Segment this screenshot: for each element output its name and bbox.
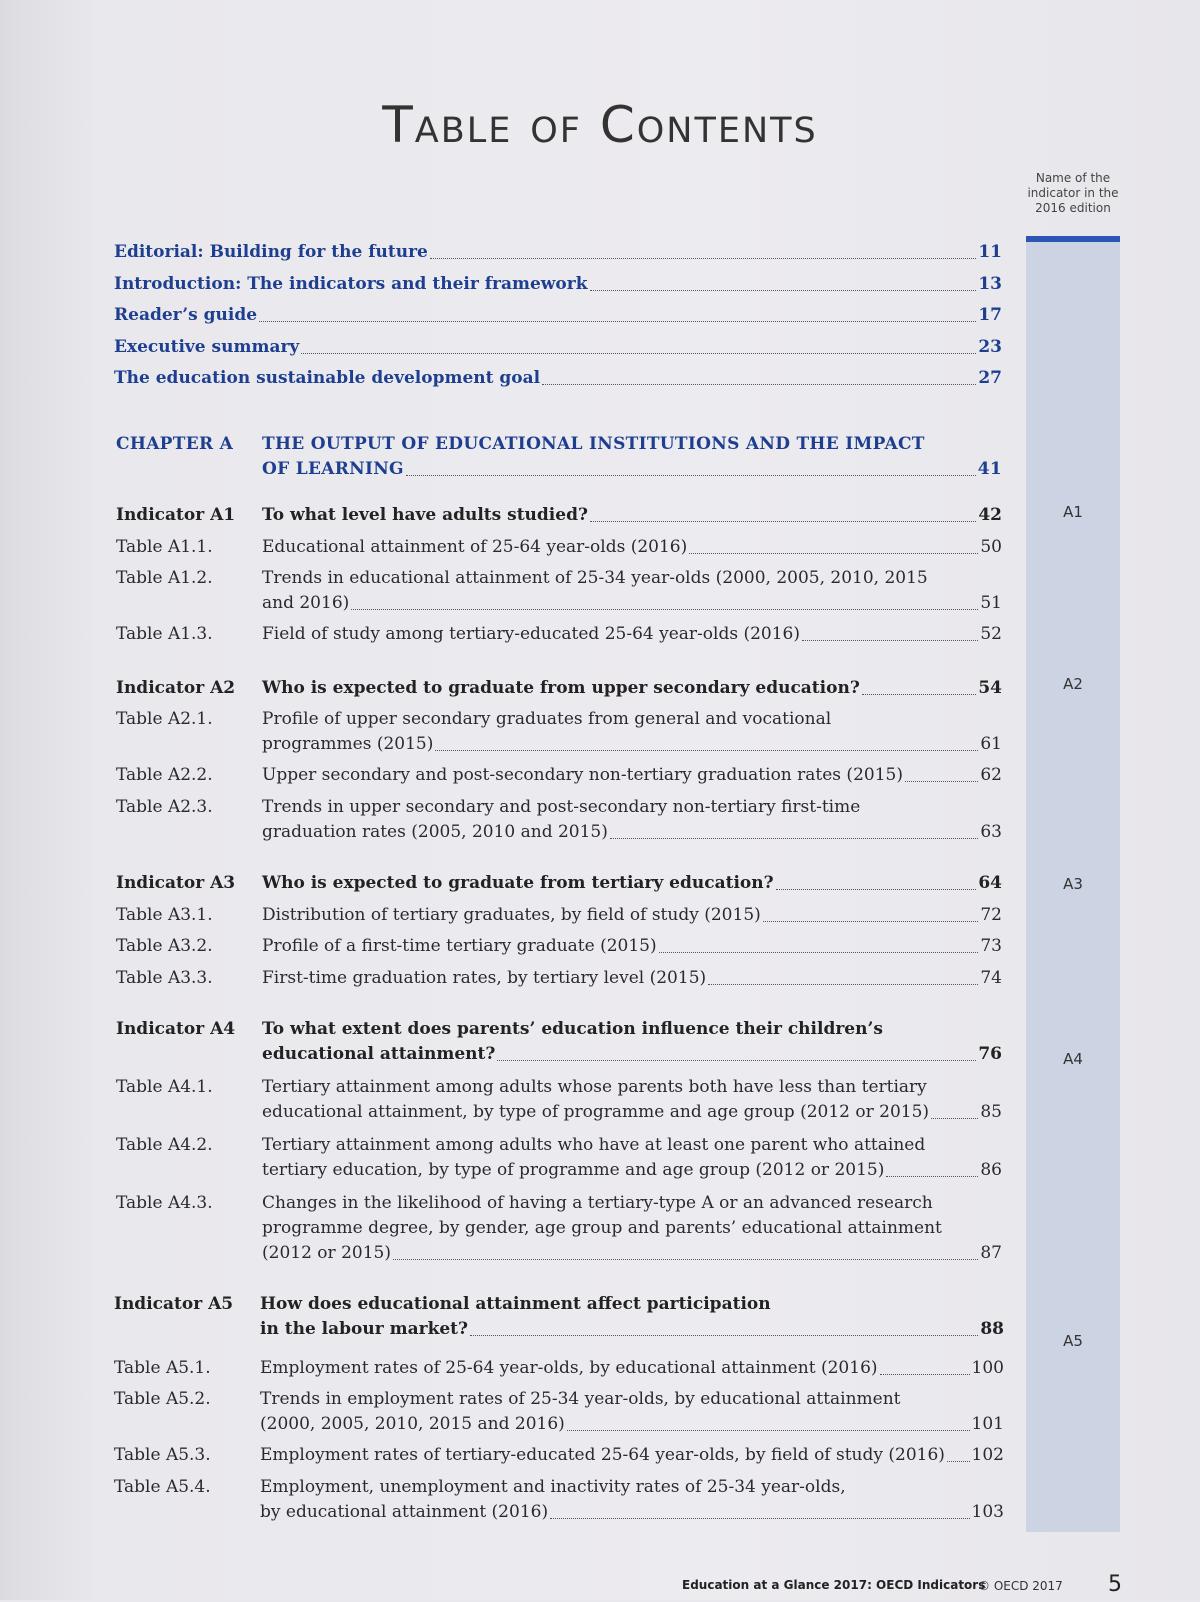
entry-title: The education sustainable development goal bbox=[114, 368, 541, 388]
entry-title: Introduction: The indicators and their framework bbox=[114, 274, 588, 294]
indicator-entry[interactable] bbox=[116, 676, 1002, 701]
page-number: 23 bbox=[978, 337, 1002, 357]
entry-title-line: Educational attainment of 25-64 year-olds (2016) bbox=[262, 537, 688, 557]
side-column-rule bbox=[1026, 236, 1120, 242]
footer-copyright: © OECD 2017 bbox=[978, 1579, 1063, 1593]
side-column-header: Name of the indicator in the 2016 edition bbox=[1027, 171, 1119, 215]
page-number: 103 bbox=[971, 1502, 1004, 1522]
entry-label: Table A2.2. bbox=[116, 765, 213, 785]
indicator-2016-code: A5 bbox=[1063, 1332, 1083, 1350]
entry-title-line: and 2016) bbox=[262, 593, 350, 613]
leader-dots bbox=[406, 475, 976, 476]
entry-label: Table A1.2. bbox=[116, 568, 213, 588]
leader-dots bbox=[430, 258, 976, 259]
leader-dots bbox=[659, 952, 978, 953]
table-entry[interactable] bbox=[114, 1387, 1004, 1437]
chapter-title-line-1: THE OUTPUT OF EDUCATIONAL INSTITUTIONS AND THE IMPACT bbox=[262, 434, 925, 454]
entry-title-line: educational attainment, by type of programme and age group (2012 or 2015) bbox=[262, 1102, 930, 1122]
table-entry[interactable] bbox=[116, 763, 1002, 788]
entry-title-line: Who is expected to graduate from upper secondary education? bbox=[262, 678, 860, 698]
table-entry[interactable] bbox=[116, 934, 1002, 959]
leader-dots bbox=[301, 353, 976, 354]
leader-dots bbox=[497, 1060, 976, 1061]
leader-dots bbox=[259, 321, 976, 322]
entry-label: Table A3.3. bbox=[116, 968, 213, 988]
page-number: 61 bbox=[980, 734, 1002, 754]
page-number: 100 bbox=[971, 1358, 1004, 1378]
table-entry[interactable] bbox=[116, 1191, 1002, 1266]
entry-label: Indicator A5 bbox=[114, 1294, 234, 1314]
entry-label: Table A3.2. bbox=[116, 936, 213, 956]
page-number: 64 bbox=[978, 873, 1002, 893]
leader-dots bbox=[393, 1259, 978, 1260]
front-matter-item[interactable] bbox=[114, 272, 1002, 297]
leader-dots bbox=[610, 838, 978, 839]
leader-dots bbox=[776, 889, 977, 890]
entry-label: Table A5.4. bbox=[114, 1477, 211, 1497]
entry-label: Table A4.1. bbox=[116, 1077, 213, 1097]
entry-title-line: Trends in upper secondary and post-secondary non-tertiary first-time bbox=[262, 797, 861, 817]
page-number: 86 bbox=[980, 1160, 1002, 1180]
leader-dots bbox=[802, 640, 978, 641]
leader-dots bbox=[590, 290, 977, 291]
indicator-2016-code: A3 bbox=[1063, 875, 1083, 893]
footer bbox=[0, 1572, 1200, 1602]
entry-label: Table A2.3. bbox=[116, 797, 213, 817]
entry-title-line: Field of study among tertiary-educated 25-64 year-olds (2016) bbox=[262, 624, 800, 644]
entry-title-line: by educational attainment (2016) bbox=[260, 1502, 549, 1522]
indicator-2016-code: A1 bbox=[1063, 503, 1083, 521]
entry-title: Executive summary bbox=[114, 337, 300, 357]
entry-label: Indicator A1 bbox=[116, 505, 236, 525]
leader-dots bbox=[351, 609, 978, 610]
entry-label: Table A2.1. bbox=[116, 709, 213, 729]
entry-label: Table A3.1. bbox=[116, 905, 213, 925]
entry-label: Table A5.3. bbox=[114, 1445, 211, 1465]
entry-title-line: To what level have adults studied? bbox=[262, 505, 588, 525]
entry-label: Table A5.1. bbox=[114, 1358, 211, 1378]
indicator-entry[interactable] bbox=[114, 1292, 1004, 1342]
page-number: 73 bbox=[980, 936, 1002, 956]
page-number: 62 bbox=[980, 765, 1002, 785]
leader-dots bbox=[550, 1518, 969, 1519]
front-matter-item[interactable] bbox=[114, 335, 1002, 360]
page-number: 51 bbox=[980, 593, 1002, 613]
entry-title-line: Employment, unemployment and inactivity rates of 25-34 year-olds, bbox=[260, 1477, 846, 1497]
entry-label: Table A1.3. bbox=[116, 624, 213, 644]
entry-label: Table A1.1. bbox=[116, 537, 213, 557]
entry-title-line: (2000, 2005, 2010, 2015 and 2016) bbox=[260, 1414, 565, 1434]
entry-title-line: Profile of a first-time tertiary graduate (2015) bbox=[262, 936, 657, 956]
page-number: 87 bbox=[980, 1243, 1002, 1263]
table-entry[interactable] bbox=[116, 622, 1002, 647]
entry-title: Reader’s guide bbox=[114, 305, 258, 325]
entry-label: Indicator A2 bbox=[116, 678, 236, 698]
leader-dots bbox=[435, 750, 978, 751]
indicator-entry[interactable] bbox=[116, 503, 1002, 528]
table-entry[interactable] bbox=[116, 903, 1002, 928]
page-number: 88 bbox=[980, 1319, 1004, 1339]
entry-title-line: Trends in employment rates of 25-34 year-olds, by educational attainment bbox=[260, 1389, 901, 1409]
entry-title-line: Changes in the likelihood of having a tertiary-type A or an advanced research bbox=[262, 1193, 933, 1213]
page-number: 85 bbox=[980, 1102, 1002, 1122]
table-entry[interactable] bbox=[116, 707, 1002, 757]
table-entry[interactable] bbox=[116, 966, 1002, 991]
chapter-title-line-2: OF LEARNING bbox=[262, 459, 404, 479]
leader-dots bbox=[931, 1118, 978, 1119]
page-number: 72 bbox=[980, 905, 1002, 925]
table-entry[interactable] bbox=[114, 1443, 1004, 1468]
page-number: 52 bbox=[980, 624, 1002, 644]
entry-title: Editorial: Building for the future bbox=[114, 242, 428, 262]
leader-dots bbox=[763, 921, 978, 922]
entry-title-line: educational attainment? bbox=[262, 1044, 496, 1064]
table-entry[interactable] bbox=[116, 535, 1002, 560]
table-entry[interactable] bbox=[116, 1075, 1002, 1125]
page-number: 27 bbox=[978, 368, 1002, 388]
leader-dots bbox=[947, 1461, 970, 1462]
indicator-2016-code: A2 bbox=[1063, 675, 1083, 693]
table-entry[interactable] bbox=[114, 1356, 1004, 1381]
table-entry[interactable] bbox=[116, 795, 1002, 845]
table-entry[interactable] bbox=[116, 566, 1002, 616]
entry-title-line: programme degree, by gender, age group and parents’ educational attainment bbox=[262, 1218, 942, 1238]
entry-title-line: To what extent does parents’ education influence their children’s bbox=[262, 1019, 883, 1039]
entry-title-line: Profile of upper secondary graduates from general and vocational bbox=[262, 709, 832, 729]
indicator-2016-code: A4 bbox=[1063, 1050, 1083, 1068]
page-title: Table of Contents bbox=[382, 96, 818, 154]
leader-dots bbox=[542, 384, 976, 385]
leader-dots bbox=[862, 694, 977, 695]
chapter-label: CHAPTER A bbox=[116, 434, 234, 454]
entry-title-line: How does educational attainment affect participation bbox=[260, 1294, 771, 1314]
page-number: 50 bbox=[980, 537, 1002, 557]
table-entry[interactable] bbox=[116, 1133, 1002, 1183]
leader-dots bbox=[567, 1430, 970, 1431]
entry-title-line: Who is expected to graduate from tertiary education? bbox=[262, 873, 774, 893]
entry-title-line: Tertiary attainment among adults whose parents both have less than tertiary bbox=[262, 1077, 927, 1097]
entry-title-line: Employment rates of 25-64 year-olds, by educational attainment (2016) bbox=[260, 1358, 878, 1378]
indicator-entry[interactable] bbox=[116, 871, 1002, 896]
entry-title-line: Upper secondary and post-secondary non-tertiary graduation rates (2015) bbox=[262, 765, 903, 785]
entry-label: Indicator A3 bbox=[116, 873, 236, 893]
leader-dots bbox=[689, 553, 978, 554]
entry-title-line: First-time graduation rates, by tertiary level (2015) bbox=[262, 968, 707, 988]
leader-dots bbox=[708, 984, 978, 985]
leader-dots bbox=[470, 1335, 978, 1336]
footer-publication: Education at a Glance 2017: OECD Indicators bbox=[682, 1578, 986, 1592]
entry-title-line: programmes (2015) bbox=[262, 734, 434, 754]
footer-page-number: 5 bbox=[1108, 1572, 1122, 1597]
entry-label: Table A5.2. bbox=[114, 1389, 211, 1409]
leader-dots bbox=[886, 1176, 978, 1177]
table-entry[interactable] bbox=[114, 1475, 1004, 1525]
leader-dots bbox=[880, 1374, 970, 1375]
page-number: 41 bbox=[977, 459, 1002, 479]
entry-title-line: Distribution of tertiary graduates, by field of study (2015) bbox=[262, 905, 761, 925]
entry-title-line: Employment rates of tertiary-educated 25-64 year-olds, by field of study (2016) bbox=[260, 1445, 945, 1465]
front-matter-item[interactable] bbox=[114, 240, 1002, 265]
entry-title-line: Tertiary attainment among adults who have at least one parent who attained bbox=[262, 1135, 926, 1155]
page-number: 74 bbox=[980, 968, 1002, 988]
entry-title-line: in the labour market? bbox=[260, 1319, 468, 1339]
entry-label: Table A4.2. bbox=[116, 1135, 213, 1155]
chapter-heading[interactable] bbox=[116, 432, 1002, 482]
page-number: 63 bbox=[980, 822, 1002, 842]
page-number: 54 bbox=[978, 678, 1002, 698]
leader-dots bbox=[590, 521, 976, 522]
entry-title-line: tertiary education, by type of programme and age group (2012 or 2015) bbox=[262, 1160, 885, 1180]
entry-label: Table A4.3. bbox=[116, 1193, 213, 1213]
front-matter-item[interactable] bbox=[114, 303, 1002, 328]
page-number: 76 bbox=[978, 1044, 1002, 1064]
indicator-entry[interactable] bbox=[116, 1017, 1002, 1067]
page-number: 17 bbox=[978, 305, 1002, 325]
page-number: 101 bbox=[971, 1414, 1004, 1434]
front-matter-item[interactable] bbox=[114, 366, 1002, 391]
page-number: 102 bbox=[971, 1445, 1004, 1465]
entry-title-line: (2012 or 2015) bbox=[262, 1243, 391, 1263]
entry-label: Indicator A4 bbox=[116, 1019, 236, 1039]
page-number: 11 bbox=[978, 242, 1002, 262]
entry-title-line: graduation rates (2005, 2010 and 2015) bbox=[262, 822, 608, 842]
page-number: 42 bbox=[978, 505, 1002, 525]
leader-dots bbox=[905, 781, 978, 782]
entry-title-line: Trends in educational attainment of 25-34 year-olds (2000, 2005, 2010, 2015 bbox=[262, 568, 928, 588]
page-number: 13 bbox=[978, 274, 1002, 294]
